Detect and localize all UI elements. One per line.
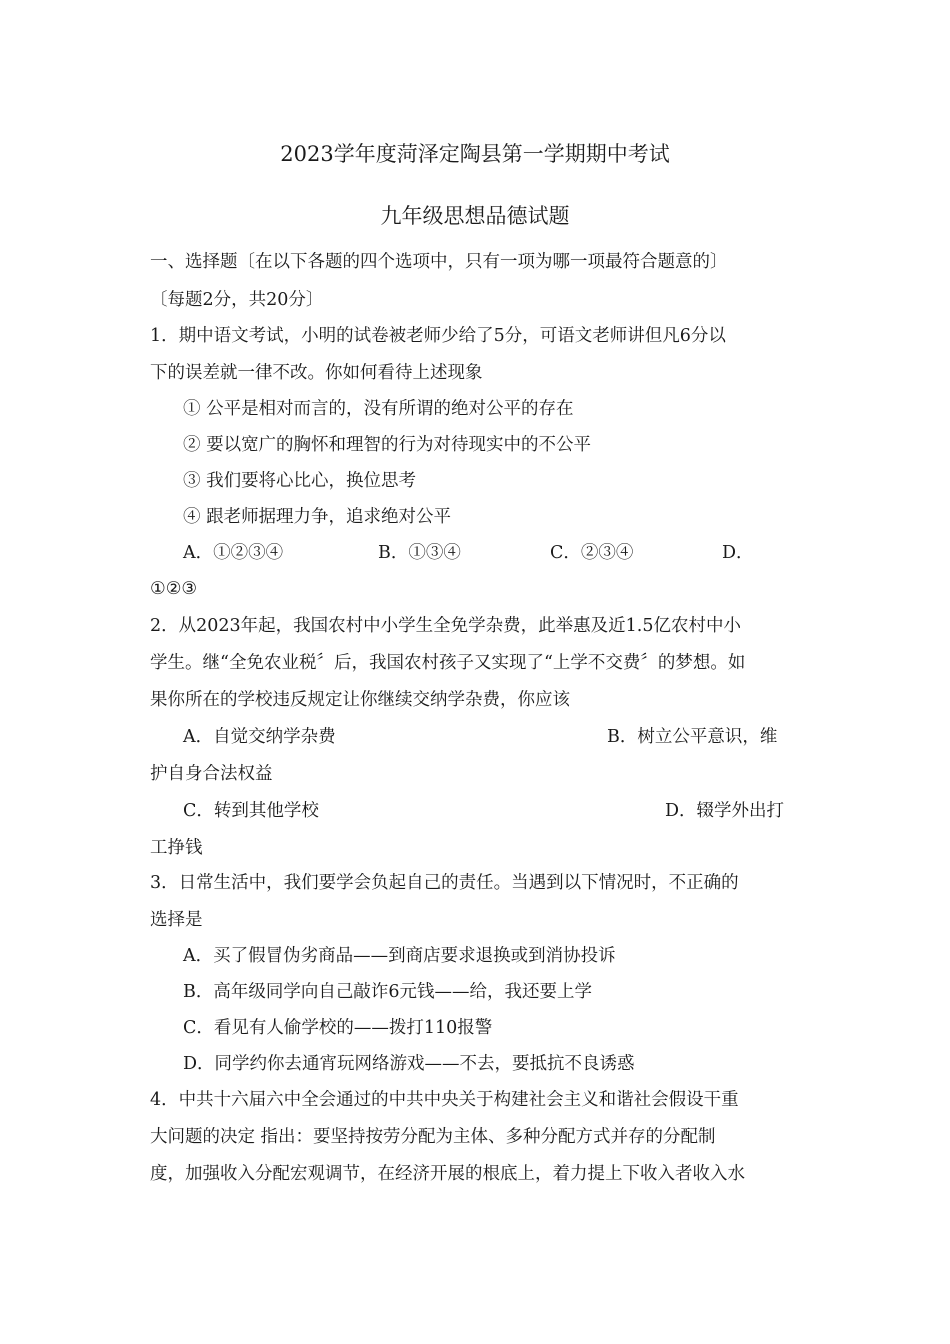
q1-item-4: ④ 跟老师据理力争，追求绝对公平 xyxy=(183,507,452,527)
section-heading-line1: 一、选择题〔在以下各题的四个选项中，只有一项为哪一项最符合题意的〕 xyxy=(150,252,728,272)
q3-option-d: D．同学约你去通宵玩网络游戏——不去，要抵抗不良诱惑 xyxy=(183,1054,635,1074)
q4-stem-line3: 度，加强收入分配宏观调节，在经济开展的根底上，着力提上下收入者收入水 xyxy=(150,1164,745,1184)
q3-stem-line1: 3．日常生活中，我们要学会负起自己的责任。当遇到以下情况时，不正确的 xyxy=(150,873,739,893)
q2-stem-line1: 2．从2023年起，我国农村中小学生全免学杂费，此举惠及近1.5亿农村中小 xyxy=(150,616,741,636)
q4-stem-line1: 4．中共十六届六中全会通过的中共中央关于构建社会主义和谐社会假设干重 xyxy=(150,1090,739,1110)
q4-stem-line2: 大问题的决定 指出：要坚持按劳分配为主体、多种分配方式并存的分配制 xyxy=(150,1127,716,1147)
section-heading-line2: 〔每题2分，共20分〕 xyxy=(150,290,324,310)
q1-option-b: B．①③④ xyxy=(378,543,461,563)
q2-stem-line2: 学生。继“全免农业税〞后，我国农村孩子又实现了“上学不交费〞的梦想。如 xyxy=(150,653,746,673)
q1-item-1: ① 公平是相对而言的，没有所谓的绝对公平的存在 xyxy=(183,399,574,419)
q2-option-b: B．树立公平意识，维 xyxy=(607,727,778,747)
q3-stem-line2: 选择是 xyxy=(150,910,203,930)
q2-option-c: C．转到其他学校 xyxy=(183,801,319,821)
q1-option-d-cont: ①②③ xyxy=(150,579,198,599)
q1-option-d: D． xyxy=(722,543,754,563)
q2-stem-line3: 果你所在的学校违反规定让你继续交纳学杂费，你应该 xyxy=(150,690,570,710)
q3-option-a: A．买了假冒伪劣商品——到商店要求退换或到消协投诉 xyxy=(183,946,616,966)
q1-stem-line1: 1．期中语文考试，小明的试卷被老师少给了5分，可语文老师讲但凡6分以 xyxy=(150,326,726,346)
q2-option-b-cont: 护自身合法权益 xyxy=(150,764,273,784)
q1-stem-line2: 下的误差就一律不改。你如何看待上述现象 xyxy=(150,363,483,383)
q1-option-c: C．②③④ xyxy=(550,543,634,563)
q2-option-a: A．自觉交纳学杂费 xyxy=(183,727,336,747)
q3-option-c: C．看见有人偷学校的——拨打110报警 xyxy=(183,1018,493,1038)
exam-subtitle: 九年级思想品德试题 xyxy=(380,204,570,228)
q2-option-d: D．辍学外出打 xyxy=(665,801,785,821)
q2-option-d-cont: 工挣钱 xyxy=(150,838,203,858)
q1-item-2: ② 要以宽广的胸怀和理智的行为对待现实中的不公平 xyxy=(183,435,592,455)
q3-option-b: B．高年级同学向自己敲诈6元钱——给，我还要上学 xyxy=(183,982,592,1002)
exam-title: 2023学年度菏泽定陶县第一学期期中考试 xyxy=(280,142,670,166)
q1-option-a: A．①②③④ xyxy=(183,543,284,563)
q1-item-3: ③ 我们要将心比心，换位思考 xyxy=(183,471,417,491)
